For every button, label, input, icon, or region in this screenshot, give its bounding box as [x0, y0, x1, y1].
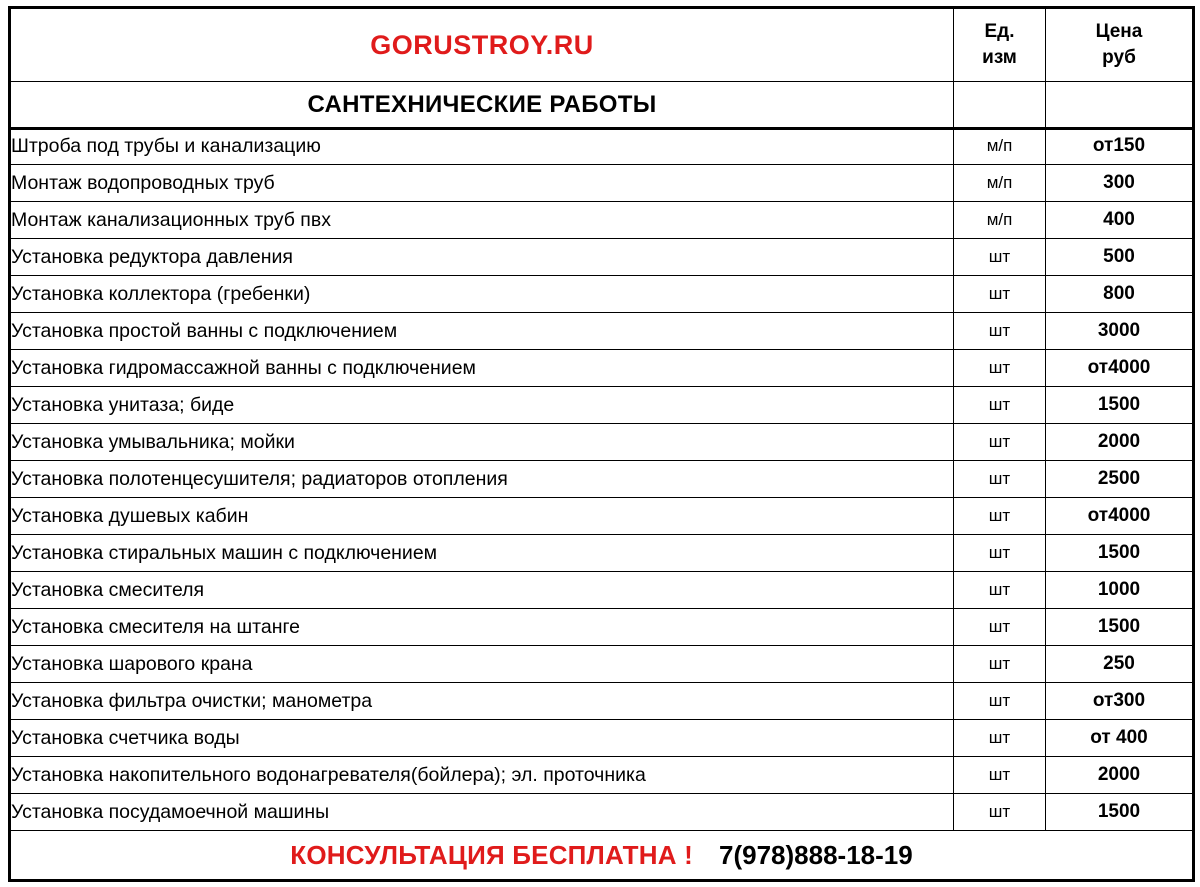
service-price-cell: от300 — [1046, 683, 1194, 720]
service-price-cell: 2500 — [1046, 461, 1194, 498]
table-row — [10, 313, 1194, 350]
table-row — [10, 350, 1194, 387]
service-price-cell: от 400 — [1046, 720, 1194, 757]
section-title-row — [10, 82, 1194, 129]
price-table — [8, 6, 1195, 130]
service-name-cell: Установка полотенцесушителя; радиаторов отопления — [10, 461, 954, 498]
service-price-cell: 500 — [1046, 239, 1194, 276]
service-name-cell: Установка посудамоечной машины — [10, 794, 954, 831]
service-price-cell: 400 — [1046, 202, 1194, 239]
column-header-price-line2: руб — [1102, 47, 1136, 68]
column-header-price — [1046, 8, 1194, 82]
service-name-cell: Установка счетчика воды — [10, 720, 954, 757]
service-unit-cell: м/п — [954, 202, 1046, 239]
service-unit-cell: шт — [954, 461, 1046, 498]
service-price-cell: 1500 — [1046, 535, 1194, 572]
service-unit-cell: шт — [954, 276, 1046, 313]
table-row — [10, 757, 1194, 794]
service-unit-cell: шт — [954, 683, 1046, 720]
service-name-cell: Установка смесителя — [10, 572, 954, 609]
service-name-cell: Установка фильтра очистки; манометра — [10, 683, 954, 720]
table-row — [10, 646, 1194, 683]
price-table-body — [10, 8, 1194, 129]
table-row — [10, 794, 1194, 831]
service-price-cell: от150 — [1046, 128, 1194, 165]
column-header-unit-line1: Ед. — [984, 21, 1015, 43]
service-name-cell: Монтаж канализационных труб пвх — [10, 202, 954, 239]
service-name-cell: Установка умывальника; мойки — [10, 424, 954, 461]
footer-content — [11, 840, 1192, 871]
service-price-cell: 2000 — [1046, 424, 1194, 461]
service-price-cell: 800 — [1046, 276, 1194, 313]
service-name-cell: Установка простой ванны с подключением — [10, 313, 954, 350]
service-unit-cell: шт — [954, 350, 1046, 387]
service-name-cell: Установка шарового крана — [10, 646, 954, 683]
table-row — [10, 424, 1194, 461]
service-name-cell: Установка гидромассажной ванны с подключением — [10, 350, 954, 387]
service-price-cell: 3000 — [1046, 313, 1194, 350]
price-rows-body — [10, 128, 1194, 831]
free-consultation-note: КОНСУЛЬТАЦИЯ БЕСПЛАТНА ! — [290, 839, 694, 870]
service-name-cell: Установка душевых кабин — [10, 498, 954, 535]
service-unit-cell: шт — [954, 794, 1046, 831]
service-unit-cell: м/п — [954, 165, 1046, 202]
service-price-cell: 300 — [1046, 165, 1194, 202]
service-price-cell: 1000 — [1046, 572, 1194, 609]
service-price-cell: 1500 — [1046, 609, 1194, 646]
service-name-cell: Штроба под трубы и канализацию — [10, 128, 954, 165]
section-unit-empty — [954, 82, 1046, 129]
table-row — [10, 609, 1194, 646]
table-row — [10, 572, 1194, 609]
column-header-price-line1: Цена — [1095, 21, 1143, 43]
table-row — [10, 165, 1194, 202]
table-row — [10, 239, 1194, 276]
service-price-cell: 1500 — [1046, 794, 1194, 831]
table-row — [10, 498, 1194, 535]
service-name-cell: Монтаж водопроводных труб — [10, 165, 954, 202]
service-unit-cell: шт — [954, 572, 1046, 609]
service-unit-cell: шт — [954, 609, 1046, 646]
service-name-cell: Установка смесителя на штанге — [10, 609, 954, 646]
service-unit-cell: шт — [954, 535, 1046, 572]
service-unit-cell: шт — [954, 239, 1046, 276]
section-title: САНТЕХНИЧЕСКИЕ РАБОТЫ — [10, 82, 954, 129]
price-table-footer — [10, 831, 1194, 881]
service-unit-cell: шт — [954, 646, 1046, 683]
service-unit-cell: шт — [954, 757, 1046, 794]
service-unit-cell: шт — [954, 313, 1046, 350]
footer-row — [10, 831, 1194, 881]
table-row — [10, 202, 1194, 239]
brand-logo-text: GORUSTROY.RU — [10, 8, 954, 82]
contact-phone[interactable]: 7(978)888-18-19 — [719, 839, 913, 870]
service-name-cell: Установка унитаза; биде — [10, 387, 954, 424]
service-price-cell: 1500 — [1046, 387, 1194, 424]
service-unit-cell: шт — [954, 720, 1046, 757]
footer-cell — [10, 831, 1194, 881]
price-table-rows — [8, 127, 1195, 882]
service-unit-cell: шт — [954, 387, 1046, 424]
table-row — [10, 720, 1194, 757]
service-unit-cell: шт — [954, 498, 1046, 535]
service-name-cell: Установка коллектора (гребенки) — [10, 276, 954, 313]
table-row — [10, 276, 1194, 313]
table-row — [10, 387, 1194, 424]
service-unit-cell: шт — [954, 424, 1046, 461]
service-price-cell: от4000 — [1046, 498, 1194, 535]
section-price-empty — [1046, 82, 1194, 129]
table-row — [10, 461, 1194, 498]
table-row — [10, 128, 1194, 165]
service-name-cell: Установка редуктора давления — [10, 239, 954, 276]
column-header-unit-line2: изм — [982, 47, 1017, 68]
service-name-cell: Установка стиральных машин с подключением — [10, 535, 954, 572]
table-header-row — [10, 8, 1194, 82]
table-row — [10, 535, 1194, 572]
service-unit-cell: м/п — [954, 128, 1046, 165]
service-price-cell: 2000 — [1046, 757, 1194, 794]
table-row — [10, 683, 1194, 720]
service-price-cell: 250 — [1046, 646, 1194, 683]
column-header-unit — [954, 8, 1046, 82]
service-price-cell: от4000 — [1046, 350, 1194, 387]
service-name-cell: Установка накопительного водонагревателя(бойлера); эл. проточника — [10, 757, 954, 794]
